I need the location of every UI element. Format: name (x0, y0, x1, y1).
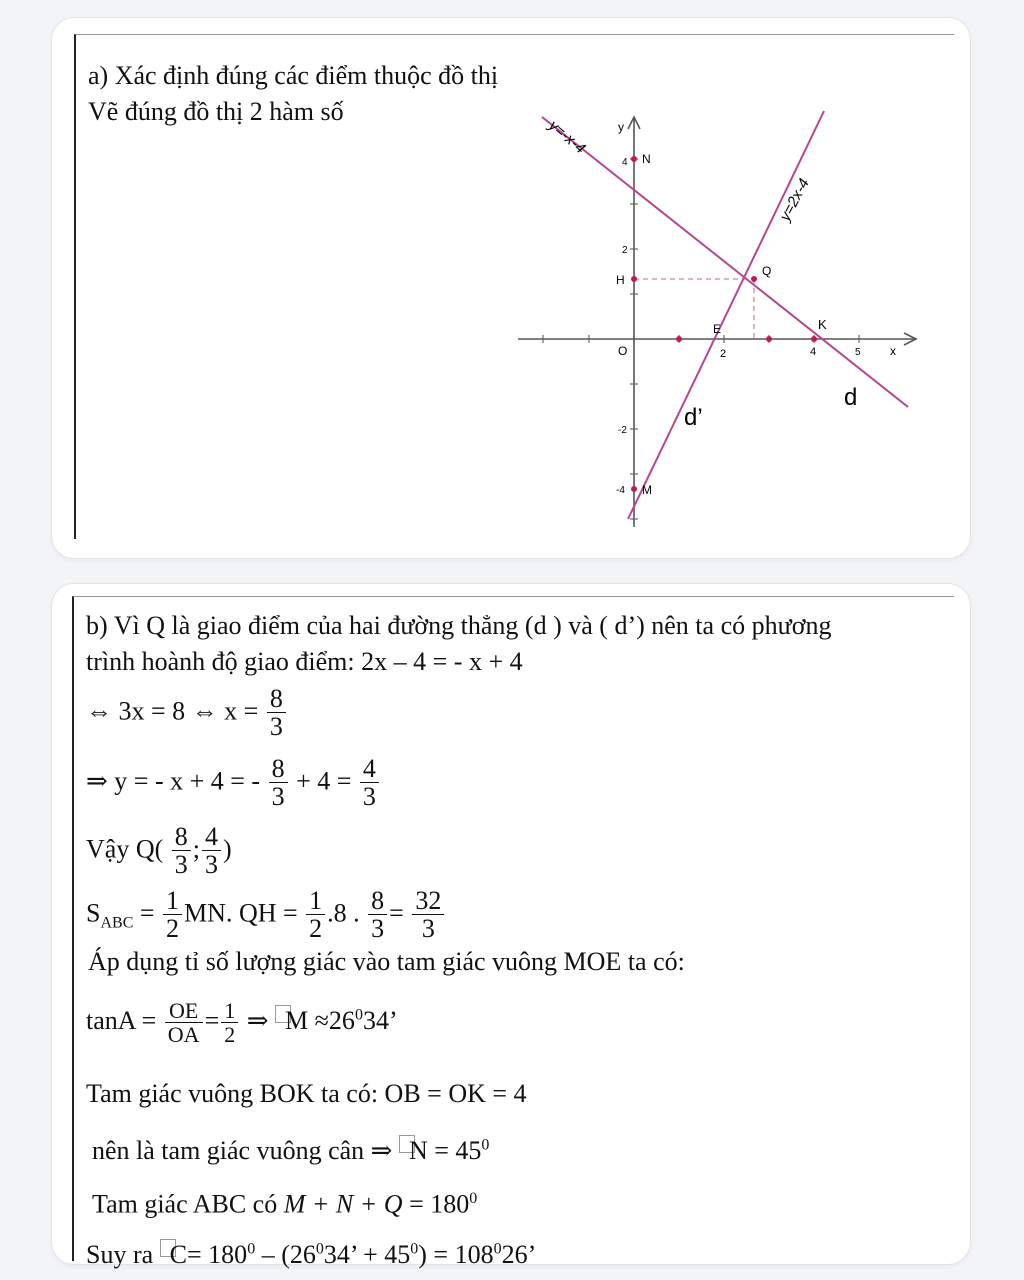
b-line-4: ⇒ y = - x + 4 = - $\frac{8}{3}$ + 4 = $\frac{4}{3}$ (86, 755, 381, 812)
tick-ym2: -2 (618, 425, 627, 436)
b-line-8: tanA = $\frac{OE}{OA}$ = $\frac{1}{2}$ ⇒ $M \approx 26^034$’ (86, 998, 398, 1048)
axis-x-label: x (890, 344, 896, 358)
b-line-6: $S_{ABC}$ = $\frac{1}{2}$ MN. QH = $\frac{1}{2}$ .8 . $\frac{8}{3}$ = $\frac{32}{3}$ (86, 887, 446, 944)
b-line-1: b) Vì Q là giao điểm của hai đường thẳng (d ) và ( d’) nên ta có phương (86, 611, 832, 640)
point-h-label: H (616, 273, 625, 287)
point-q-label: Q (762, 264, 772, 278)
tick-ym4: -4 (616, 485, 625, 496)
y-axis (628, 117, 640, 527)
fraction: $\frac{8}{3}$ (368, 887, 387, 944)
fraction: $\frac{8}{3}$ (172, 823, 191, 880)
fraction: $\frac{8}{3}$ (269, 755, 288, 812)
b-line-5: Vậy Q( $\frac{8}{3}$ ; $\frac{4}{3}$ ) (86, 822, 232, 880)
function-graph (508, 107, 928, 537)
b-line-3 (86, 685, 288, 742)
fraction: $\frac{1}{2}$ (306, 887, 325, 944)
line-d-prime (628, 111, 824, 519)
part-a-subtitle: Vẽ đúng đồ thị 2 hàm số (88, 97, 344, 126)
b-line-10: nên là tam giác vuông cân ⇒ $N = 45^0$ (92, 1136, 490, 1165)
fraction: $\frac{4}{3}$ (202, 823, 221, 880)
fraction: $\frac{1}{2}$ (221, 999, 238, 1047)
point-n-label: N (642, 152, 651, 166)
line-d-name: d (844, 384, 858, 411)
part-a-title: a) Xác định đúng các điểm thuộc đồ thị (88, 61, 499, 90)
line-d (542, 117, 908, 407)
point-e-label: E (713, 322, 722, 336)
b-line-2: trình hoành độ giao điểm: 2x – 4 = - x + 4 (86, 647, 523, 676)
origin-label: O (618, 344, 628, 358)
tick-y4: 4 (622, 157, 628, 168)
b-line-9: Tam giác vuông BOK ta có: OB = OK = 4 (86, 1079, 527, 1108)
point-m-label: M (642, 483, 652, 497)
tick-x4: 4 (810, 346, 817, 358)
point-k-label: K (818, 317, 827, 332)
b-line-7: Áp dụng tỉ số lượng giác vào tam giác vuông MOE ta có: (88, 947, 685, 976)
fraction: $\frac{1}{2}$ (163, 887, 182, 944)
card-part-a (52, 18, 970, 558)
line-d-prime-name: d’ (684, 404, 703, 431)
b-line-3-text: ⇔ 3x = 8 ⇔ x = (86, 696, 259, 726)
tick-y2: 2 (622, 245, 628, 256)
card-part-b (52, 584, 970, 1269)
axis-y-label: y (618, 120, 624, 134)
b-line-11: Tam giác ABC có $M + N + Q = 180^0$ (92, 1189, 478, 1219)
b-line-12: Suy ra $C= 180^0 - (26^034$’ + $45^0) = 108^026$’ (86, 1240, 537, 1269)
tick-x2: 2 (720, 348, 727, 360)
tick-x5: 5 (855, 347, 861, 358)
fraction: $\frac{OE}{OA}$ (165, 999, 203, 1047)
part-a-box (74, 34, 954, 539)
label-d-prime-equation: y=2x-4 (776, 175, 813, 224)
label-d-equation: y=-x-4 (545, 117, 589, 158)
fraction: $\frac{8}{3}$ (267, 685, 286, 742)
fraction: $\frac{4}{3}$ (360, 755, 379, 812)
fraction: $\frac{32}{3}$ (412, 887, 444, 944)
part-b-box (72, 596, 954, 1269)
q-guides (634, 279, 754, 339)
